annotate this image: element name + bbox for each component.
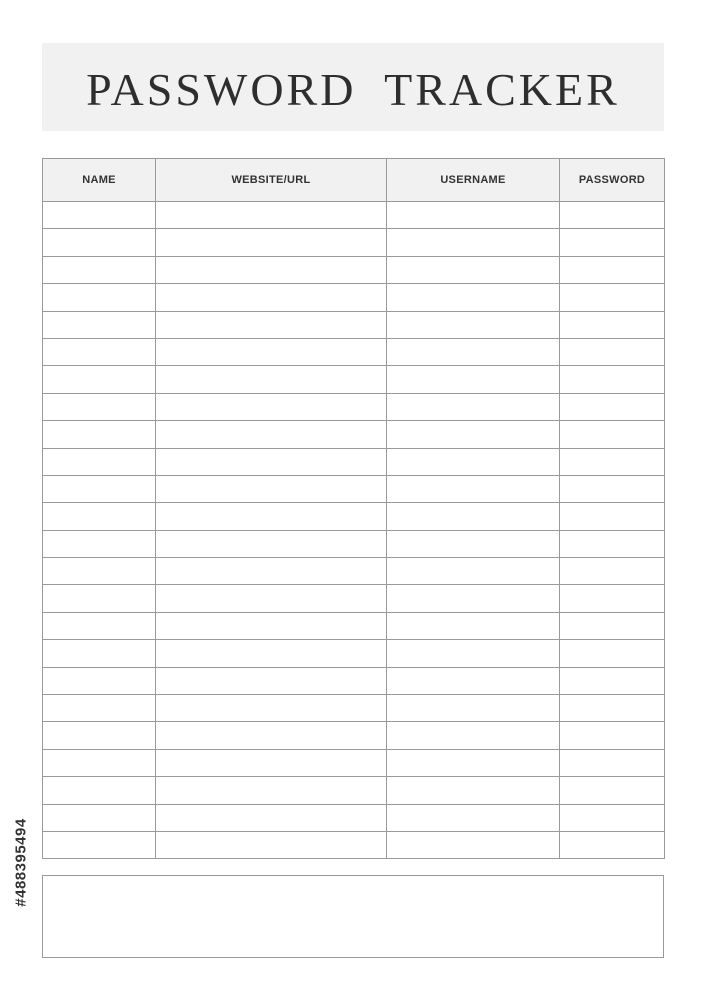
cell-username[interactable] <box>387 202 560 229</box>
table-row <box>43 338 665 365</box>
table-row <box>43 585 665 612</box>
table-row <box>43 229 665 256</box>
table-row <box>43 612 665 639</box>
cell-name[interactable] <box>43 695 156 722</box>
cell-website[interactable] <box>156 366 387 393</box>
table-row <box>43 558 665 585</box>
cell-password[interactable] <box>560 366 665 393</box>
cell-password[interactable] <box>560 558 665 585</box>
cell-website[interactable] <box>156 202 387 229</box>
cell-password[interactable] <box>560 475 665 502</box>
cell-name[interactable] <box>43 831 156 858</box>
cell-password[interactable] <box>560 421 665 448</box>
table-row <box>43 421 665 448</box>
table-row <box>43 695 665 722</box>
table-row <box>43 777 665 804</box>
cell-name[interactable] <box>43 804 156 831</box>
cell-name[interactable] <box>43 311 156 338</box>
cell-password[interactable] <box>560 284 665 311</box>
column-header-website: WEBSITE/URL <box>156 159 387 202</box>
cell-password[interactable] <box>560 256 665 283</box>
table-row <box>43 311 665 338</box>
cell-website[interactable] <box>156 777 387 804</box>
cell-password[interactable] <box>560 448 665 475</box>
table-row <box>43 667 665 694</box>
cell-username[interactable] <box>387 777 560 804</box>
cell-name[interactable] <box>43 667 156 694</box>
cell-name[interactable] <box>43 503 156 530</box>
cell-password[interactable] <box>560 695 665 722</box>
cell-username[interactable] <box>387 366 560 393</box>
cell-website[interactable] <box>156 749 387 776</box>
cell-name[interactable] <box>43 366 156 393</box>
cell-name[interactable] <box>43 338 156 365</box>
cell-website[interactable] <box>156 338 387 365</box>
cell-website[interactable] <box>156 612 387 639</box>
cell-username[interactable] <box>387 311 560 338</box>
cell-username[interactable] <box>387 503 560 530</box>
cell-website[interactable] <box>156 229 387 256</box>
cell-username[interactable] <box>387 229 560 256</box>
cell-password[interactable] <box>560 585 665 612</box>
cell-website[interactable] <box>156 530 387 557</box>
cell-password[interactable] <box>560 831 665 858</box>
cell-username[interactable] <box>387 256 560 283</box>
cell-name[interactable] <box>43 448 156 475</box>
cell-name[interactable] <box>43 530 156 557</box>
cell-password[interactable] <box>560 722 665 749</box>
cell-name[interactable] <box>43 229 156 256</box>
cell-website[interactable] <box>156 256 387 283</box>
cell-password[interactable] <box>560 202 665 229</box>
cell-password[interactable] <box>560 338 665 365</box>
cell-name[interactable] <box>43 612 156 639</box>
cell-name[interactable] <box>43 722 156 749</box>
cell-password[interactable] <box>560 503 665 530</box>
table-row <box>43 530 665 557</box>
table-row <box>43 284 665 311</box>
page-title: PASSWORD TRACKER <box>86 63 620 115</box>
cell-website[interactable] <box>156 393 387 420</box>
cell-website[interactable] <box>156 722 387 749</box>
cell-password[interactable] <box>560 667 665 694</box>
cell-password[interactable] <box>560 393 665 420</box>
column-header-name: NAME <box>43 159 156 202</box>
table-row <box>43 475 665 502</box>
cell-username[interactable] <box>387 530 560 557</box>
cell-username[interactable] <box>387 448 560 475</box>
cell-name[interactable] <box>43 202 156 229</box>
table-row <box>43 749 665 776</box>
cell-website[interactable] <box>156 695 387 722</box>
cell-username[interactable] <box>387 585 560 612</box>
table-body <box>43 202 665 859</box>
cell-password[interactable] <box>560 612 665 639</box>
table-row <box>43 202 665 229</box>
cell-username[interactable] <box>387 804 560 831</box>
cell-name[interactable] <box>43 777 156 804</box>
cell-name[interactable] <box>43 585 156 612</box>
cell-username[interactable] <box>387 421 560 448</box>
cell-password[interactable] <box>560 311 665 338</box>
cell-password[interactable] <box>560 640 665 667</box>
cell-password[interactable] <box>560 229 665 256</box>
cell-username[interactable] <box>387 831 560 858</box>
cell-name[interactable] <box>43 256 156 283</box>
cell-website[interactable] <box>156 448 387 475</box>
cell-username[interactable] <box>387 393 560 420</box>
cell-username[interactable] <box>387 722 560 749</box>
cell-website[interactable] <box>156 503 387 530</box>
column-header-username: USERNAME <box>387 159 560 202</box>
table-header-row <box>43 159 665 202</box>
cell-website[interactable] <box>156 284 387 311</box>
cell-name[interactable] <box>43 749 156 776</box>
cell-website[interactable] <box>156 421 387 448</box>
cell-username[interactable] <box>387 475 560 502</box>
table-row <box>43 393 665 420</box>
cell-name[interactable] <box>43 393 156 420</box>
cell-username[interactable] <box>387 612 560 639</box>
cell-username[interactable] <box>387 558 560 585</box>
cell-username[interactable] <box>387 284 560 311</box>
cell-password[interactable] <box>560 749 665 776</box>
cell-username[interactable] <box>387 338 560 365</box>
stock-id-text: #488395494 <box>12 818 30 907</box>
stock-id-watermark <box>10 755 32 970</box>
cell-name[interactable] <box>43 640 156 667</box>
password-table <box>42 158 665 859</box>
table-row <box>43 640 665 667</box>
table-row <box>43 831 665 858</box>
cell-website[interactable] <box>156 475 387 502</box>
table-row <box>43 722 665 749</box>
cell-website[interactable] <box>156 831 387 858</box>
cell-password[interactable] <box>560 530 665 557</box>
table-row <box>43 804 665 831</box>
cell-website[interactable] <box>156 585 387 612</box>
cell-username[interactable] <box>387 695 560 722</box>
cell-website[interactable] <box>156 640 387 667</box>
table-row <box>43 448 665 475</box>
cell-website[interactable] <box>156 667 387 694</box>
column-header-password: PASSWORD <box>560 159 665 202</box>
table-row <box>43 256 665 283</box>
cell-password[interactable] <box>560 777 665 804</box>
notes-box[interactable] <box>42 875 664 958</box>
cell-website[interactable] <box>156 311 387 338</box>
cell-name[interactable] <box>43 475 156 502</box>
cell-name[interactable] <box>43 421 156 448</box>
cell-username[interactable] <box>387 667 560 694</box>
cell-name[interactable] <box>43 558 156 585</box>
title-banner <box>42 43 664 131</box>
cell-website[interactable] <box>156 804 387 831</box>
cell-username[interactable] <box>387 640 560 667</box>
table-row <box>43 366 665 393</box>
cell-website[interactable] <box>156 558 387 585</box>
cell-name[interactable] <box>43 284 156 311</box>
table-row <box>43 503 665 530</box>
cell-password[interactable] <box>560 804 665 831</box>
cell-username[interactable] <box>387 749 560 776</box>
